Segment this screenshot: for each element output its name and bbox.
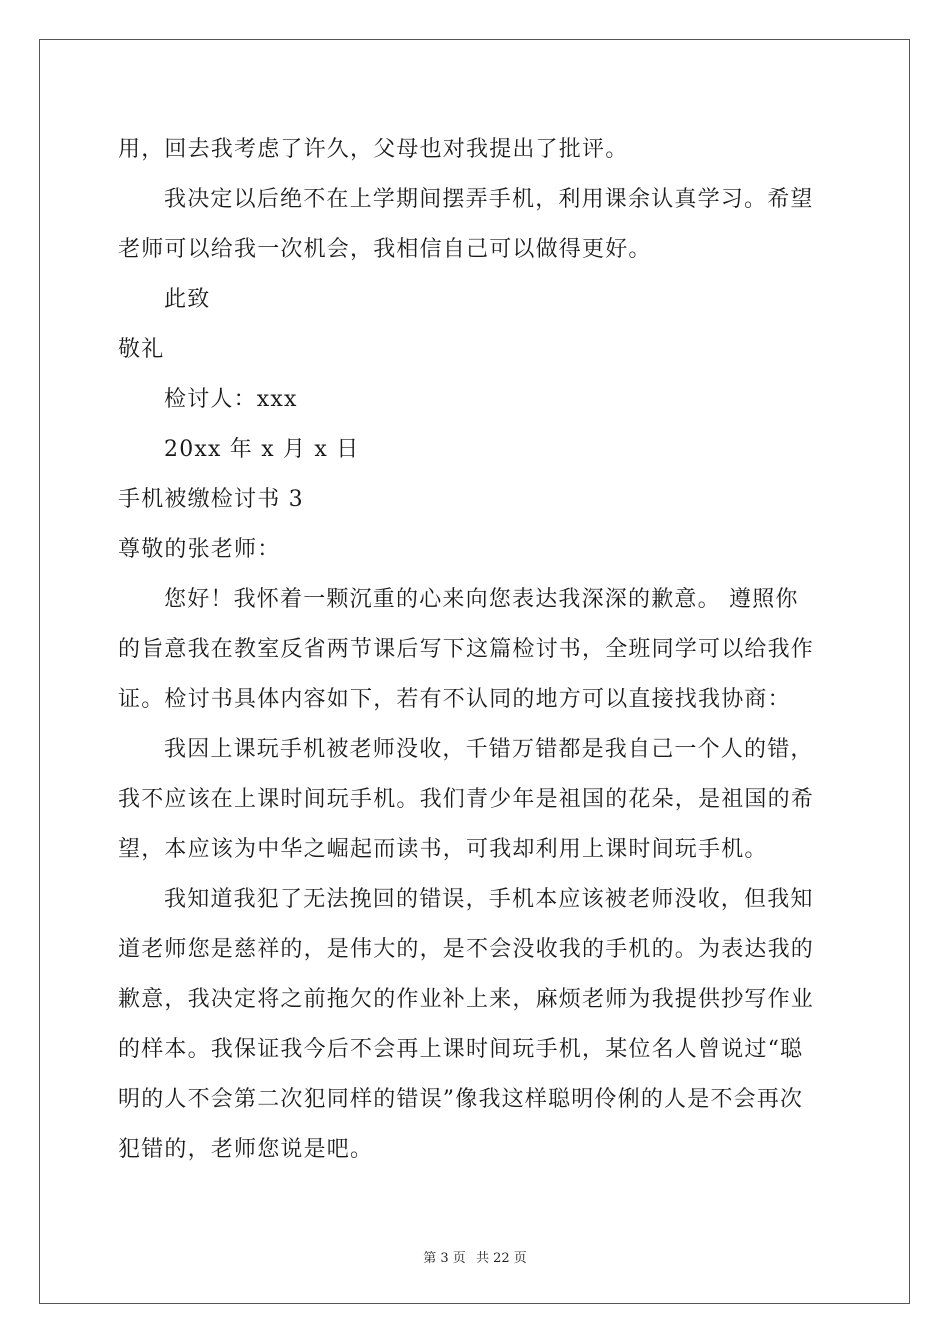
closing-salutation: 此致 bbox=[164, 287, 211, 312]
closing-regards: 敬礼 bbox=[118, 337, 165, 362]
page-footer bbox=[0, 1247, 950, 1266]
text-line: 老师可以给我一次机会，我相信自己可以做得更好。 bbox=[118, 237, 652, 262]
text-line: 我决定以后绝不在上学期间摆弄手机，利用课余认真学习。希望 bbox=[164, 187, 814, 212]
text-line: 犯错的，老师您说是吧。 bbox=[118, 1137, 374, 1162]
text-line: 道老师您是慈祥的，是伟大的，是不会没收我的手机的。为表达我的 bbox=[118, 937, 815, 962]
text-line: 用，回去我考虑了许久，父母也对我提出了批评。 bbox=[118, 137, 629, 162]
text-line: 的旨意我在教室反省两节课后写下这篇检讨书，全班同学可以给我作 bbox=[118, 637, 815, 662]
document-body bbox=[118, 125, 833, 1175]
text-line: 您好！我怀着一颗沉重的心来向您表达我深深的歉意。 遵照你 bbox=[164, 587, 799, 612]
greeting-line: 尊敬的张老师： bbox=[118, 537, 281, 562]
text-line: 证。检讨书具体内容如下，若有不认同的地方可以直接找我协商： bbox=[118, 687, 791, 712]
current-page-number: 第 3 页 bbox=[423, 1251, 466, 1266]
total-page-count: 共 22 页 bbox=[475, 1251, 527, 1266]
text-line: 我不应该在上课时间玩手机。我们青少年是祖国的花朵，是祖国的希 bbox=[118, 787, 815, 812]
text-line: 的样本。我保证我今后不会再上课时间玩手机，某位名人曾说过“聪 bbox=[118, 1037, 804, 1062]
text-line: 我因上课玩手机被老师没收，千错万错都是我自己一个人的错， bbox=[164, 737, 814, 762]
text-line: 明的人不会第二次犯同样的错误”像我这样聪明伶俐的人是不会再次 bbox=[118, 1087, 804, 1112]
section-title: 手机被缴检讨书 3 bbox=[118, 487, 304, 512]
date-line: 20xx 年 x 月 x 日 bbox=[164, 437, 360, 462]
text-line: 我知道我犯了无法挽回的错误，手机本应该被老师没收，但我知 bbox=[164, 887, 814, 912]
text-line: 望，本应该为中华之崛起而读书，可我却利用上课时间玩手机。 bbox=[118, 837, 768, 862]
text-line: 歉意，我决定将之前拖欠的作业补上来，麻烦老师为我提供抄写作业 bbox=[118, 987, 815, 1012]
signature-line: 检讨人：xxx bbox=[164, 387, 298, 412]
